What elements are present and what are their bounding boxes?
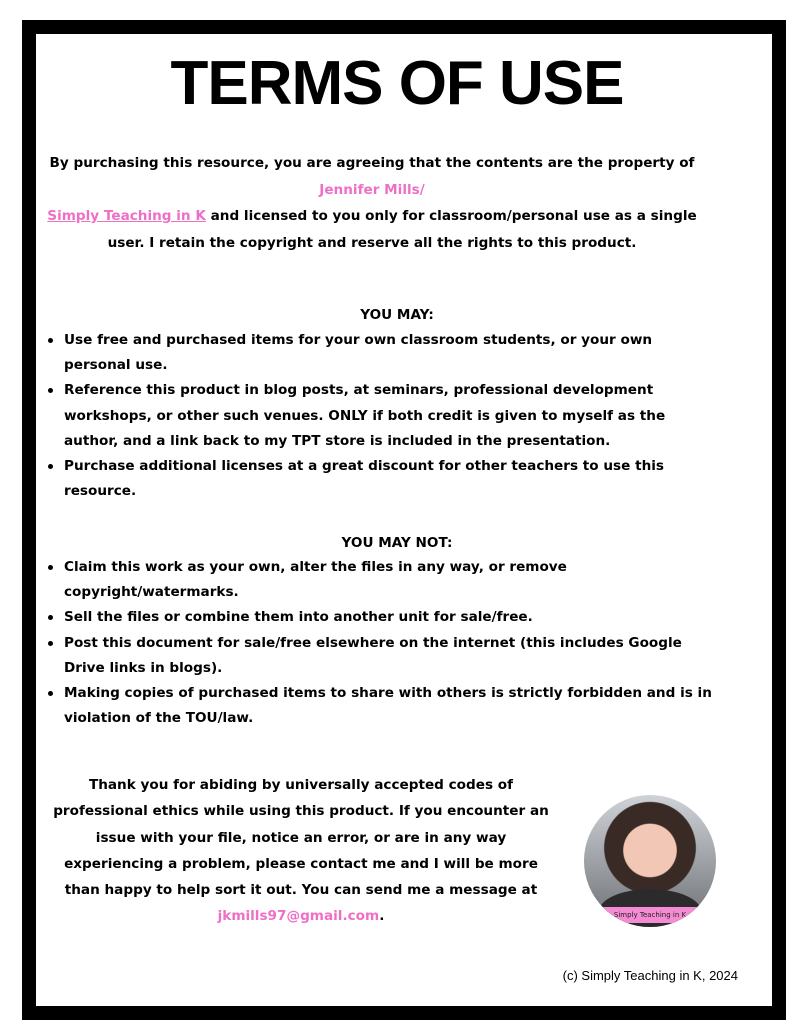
you-may-list [28, 328, 718, 504]
photo-label: Simply Teaching in K [613, 911, 687, 919]
intro-paragraph [34, 150, 710, 256]
page-title: TERMS OF USE [170, 49, 624, 118]
list-item-text: Reference this product in blog posts, at seminars, professional development workshops, or other such venues. ONLY if both credit is given to myself as the author, and a link back to my TPT store is included in the presentation. [64, 382, 666, 449]
list-item-text: Claim this work as your own, alter the files in any way, or remove copyright/watermarks. [64, 559, 567, 601]
bullet-icon [48, 641, 53, 646]
list-item [28, 378, 718, 454]
thank-you-paragraph [52, 772, 550, 930]
bullet-icon [48, 615, 53, 620]
list-item [28, 555, 718, 605]
list-item-text: Making copies of purchased items to share with others is strictly forbidden and is in violation of the TOU/law. [64, 685, 712, 727]
list-item-text: Post this document for sale/free elsewhere on the internet (this includes Google Drive links in blogs). [64, 634, 682, 676]
list-item-text: Purchase additional licenses at a great discount for other teachers to use this resource. [64, 458, 665, 500]
list-item-text: Sell the files or combine them into another unit for sale/free. [64, 609, 533, 626]
thank-you-end: . [379, 908, 385, 925]
store-name-link[interactable]: Simply Teaching in K [47, 208, 206, 224]
bullet-icon [48, 388, 53, 393]
list-item [28, 328, 718, 378]
author-photo [584, 795, 716, 927]
copyright-notice: (c) Simply Teaching in K, 2024 [562, 968, 738, 983]
list-item [28, 631, 718, 681]
you-may-not-heading: YOU MAY NOT: [341, 535, 453, 551]
thank-you-text: Thank you for abiding by universally accepted codes of professional ethics while using this product. If you encounter an issue with your file, notice an error, or are in any way experiencing a problem, please contact me and I will be more than happy to help sort it out. You can send me a message at [53, 777, 549, 899]
bullet-icon [48, 565, 53, 570]
author-name-link[interactable]: Jennifer Mills/ [319, 181, 425, 198]
intro-text: By purchasing this resource, you are agreeing that the contents are the property of [49, 155, 695, 171]
list-item [28, 454, 718, 504]
you-may-heading: YOU MAY: [360, 307, 434, 323]
list-item-text: Use free and purchased items for your own classroom students, or your own personal use. [64, 332, 653, 374]
bullet-icon [48, 691, 53, 696]
intro-text-cont: and licensed to you only for classroom/personal use as a single user. I retain the copyright and reserve all the rights to this product. [107, 208, 697, 251]
bullet-icon [48, 464, 53, 469]
list-item [28, 681, 718, 731]
bullet-icon [48, 338, 53, 343]
you-may-not-list [28, 555, 718, 731]
list-item [28, 605, 718, 630]
email-link[interactable]: jkmills97@gmail.com [217, 908, 380, 925]
